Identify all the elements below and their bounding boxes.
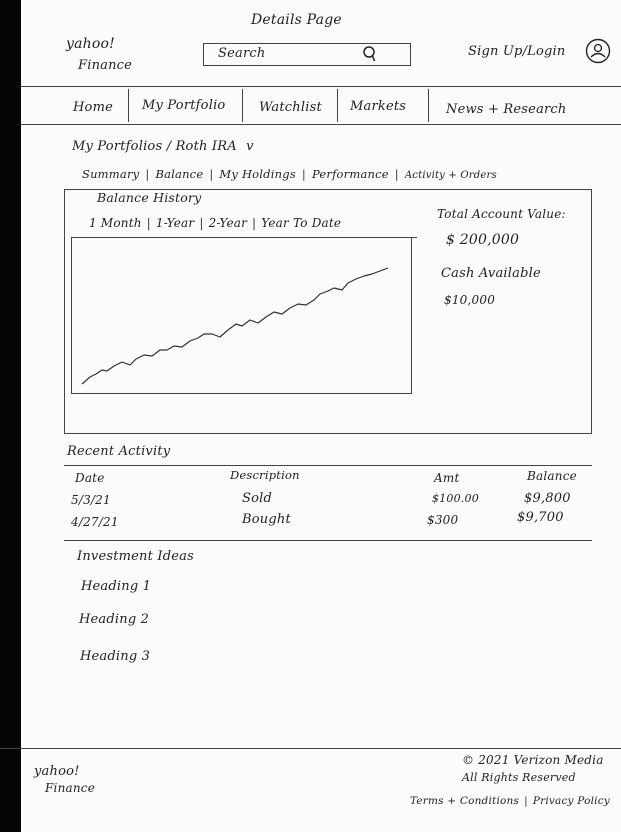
footer-divider [0, 748, 621, 749]
range-selector: 1 Month | 1-Year | 2-Year | Year To Date [89, 216, 342, 230]
nav-markets[interactable]: Markets [350, 99, 407, 114]
user-avatar-icon[interactable] [585, 38, 611, 64]
row-date: 4/27/21 [71, 515, 119, 529]
row-description: Sold [242, 491, 273, 506]
col-description: Description [230, 468, 300, 482]
idea-heading-3[interactable]: Heading 3 [80, 649, 151, 664]
row-amount: $300 [427, 513, 459, 527]
activity-divider [64, 465, 592, 466]
nav-my-portfolio[interactable]: My Portfolio [142, 98, 226, 113]
page-title: Details Page [251, 12, 342, 28]
nav-separator [128, 89, 129, 122]
balance-chart [71, 237, 412, 394]
col-amount: Amt [434, 471, 460, 485]
tab-summary[interactable]: Summary [82, 167, 140, 181]
privacy-link[interactable]: Privacy Policy [532, 795, 610, 807]
col-date: Date [75, 471, 105, 485]
col-balance: Balance [527, 469, 577, 483]
nav-divider [21, 124, 621, 125]
row-description: Bought [242, 512, 291, 527]
row-amount: $100.00 [432, 492, 479, 505]
range-year-to-date[interactable]: Year To Date [261, 216, 342, 230]
scan-edge [0, 0, 21, 832]
signup-login-link[interactable]: Sign Up/Login [468, 44, 566, 59]
chevron-down-icon[interactable]: v [246, 139, 254, 154]
tab-activity-orders[interactable]: Activity + Orders [404, 170, 497, 181]
row-date: 5/3/21 [71, 493, 111, 507]
total-value: $ 200,000 [446, 232, 520, 248]
ideas-divider [64, 540, 592, 541]
logo-yahoo[interactable]: yahoo! [66, 36, 115, 52]
balance-line-chart [72, 238, 411, 393]
tab-balance[interactable]: Balance [155, 167, 204, 181]
nav-home[interactable]: Home [73, 100, 113, 115]
search-input[interactable] [203, 43, 411, 66]
idea-heading-2[interactable]: Heading 2 [79, 612, 150, 627]
nav-watchlist[interactable]: Watchlist [259, 100, 322, 115]
idea-heading-1[interactable]: Heading 1 [81, 579, 152, 594]
footer-copyright: © 2021 Verizon Media [462, 753, 604, 767]
investment-ideas-title: Investment Ideas [77, 549, 194, 564]
footer-logo-finance: Finance [45, 781, 95, 795]
range-2-year[interactable]: 2-Year [208, 216, 248, 230]
nav-separator [242, 89, 243, 122]
breadcrumb-path: My Portfolios / Roth IRA [72, 139, 237, 154]
footer-rights: All Rights Reserved [462, 771, 576, 784]
balance-series-line [82, 268, 388, 384]
row-balance: $9,800 [524, 491, 571, 506]
search-icon[interactable] [362, 45, 380, 63]
logo-finance: Finance [78, 58, 133, 73]
nav-separator [428, 89, 429, 122]
cash-available-label: Cash Available [441, 266, 541, 281]
tab-bar: Summary | Balance | My Holdings | Performance | Activity + Orders [82, 167, 497, 181]
nav-separator [337, 89, 338, 122]
breadcrumb[interactable] [72, 139, 254, 154]
nav-news-research[interactable]: News + Research [446, 102, 567, 117]
range-1-year[interactable]: 1-Year [155, 216, 195, 230]
recent-activity-title: Recent Activity [67, 444, 171, 459]
tab-performance[interactable]: Performance [311, 167, 389, 181]
footer-links: Terms + Conditions | Privacy Policy [410, 795, 610, 807]
range-1-month[interactable]: 1 Month [89, 216, 142, 230]
header-divider [21, 86, 621, 87]
terms-link[interactable]: Terms + Conditions [410, 795, 520, 807]
balance-history-title: Balance History [97, 190, 202, 205]
search-placeholder: Search [218, 46, 266, 61]
cash-available-value: $10,000 [444, 293, 496, 307]
tab-my-holdings[interactable]: My Holdings [219, 167, 296, 181]
row-balance: $9,700 [517, 510, 564, 525]
footer-logo-yahoo[interactable]: yahoo! [34, 764, 80, 779]
total-value-label: Total Account Value: [437, 207, 566, 221]
